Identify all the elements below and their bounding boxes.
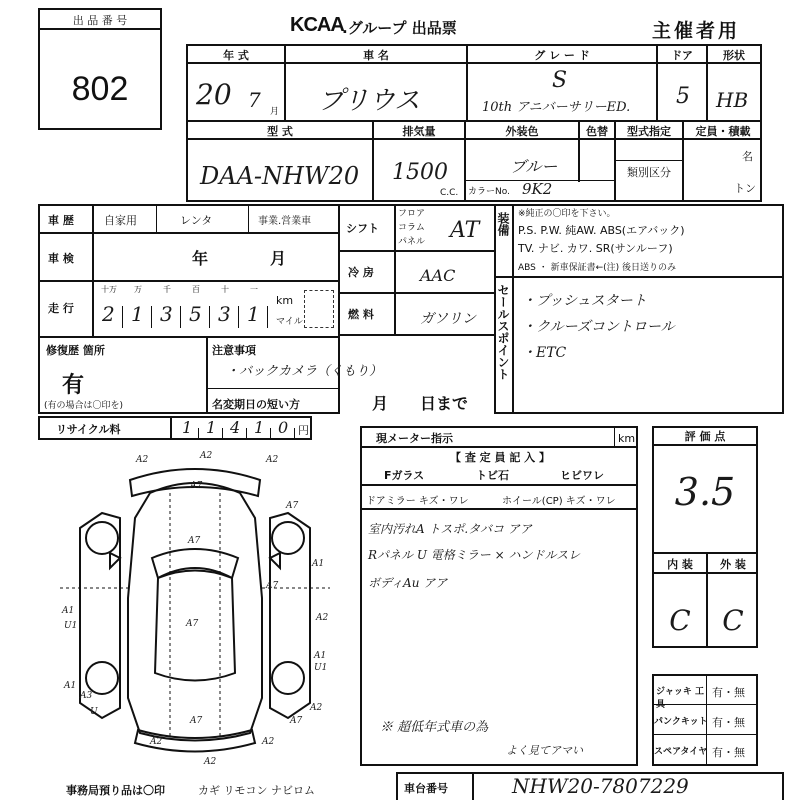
odometer-digit: 1: [131, 302, 144, 326]
year-label: 年 式: [223, 49, 249, 62]
inspector-line-1: 室内汚れA トスポ.タバコ アア: [368, 522, 532, 536]
doors-label: ドア: [671, 49, 693, 62]
mark-front-left: A2: [136, 455, 149, 465]
fuel-value: ガソリン: [420, 311, 476, 327]
history-private: 自家用: [104, 214, 137, 227]
model-label: 型 式: [267, 125, 293, 138]
shift-label: シフト: [346, 222, 379, 235]
ac-label: 冷 房: [348, 266, 374, 279]
recycle-digit: 0: [278, 418, 289, 437]
car-name-value: プリウス: [318, 86, 421, 116]
mark-right-4: U1: [314, 663, 328, 673]
repair-label: 修復歴 箇所: [46, 344, 105, 357]
recycle-digit: 1: [254, 418, 265, 437]
equipment-line-2: TV. ナビ. カワ. SR(サンルーフ): [518, 242, 673, 255]
month-value: 7: [248, 88, 261, 112]
repair-value: 有: [62, 373, 85, 398]
puncture-label: パンクキット: [654, 717, 708, 727]
odometer-digit: 3: [218, 302, 231, 326]
panel-mark-3: A7: [286, 501, 299, 511]
crack-label: ヒビワレ: [560, 469, 604, 482]
rename-month: 月: [372, 394, 389, 413]
meter-label: 現メーター指示: [376, 432, 453, 445]
panel-mark-7: A7: [190, 716, 203, 726]
recycle-digit: 1: [182, 418, 193, 437]
score-value: 3.5: [674, 470, 736, 514]
panel-mark-1: A7: [188, 536, 201, 546]
chassis-value: NHW20-7807229: [512, 774, 689, 798]
mark-right-2: A2: [316, 613, 329, 623]
mileage-label: 走 行: [48, 302, 74, 315]
inspector-note: ※ 超低年式車の為: [380, 720, 489, 735]
type-designation-label: 型式指定: [627, 125, 671, 138]
inspector-note-2: よく見てアマい: [506, 744, 583, 757]
interior-value: C: [669, 604, 691, 637]
grade-label: グ レ ー ド: [534, 49, 590, 62]
mark-left-2: U1: [64, 621, 78, 631]
equipment-line-3: ABS ・ 新車保証書←(注) 後日送りのみ: [518, 263, 677, 273]
model-value: DAA-NHW20: [200, 162, 360, 190]
exterior-value: C: [722, 604, 744, 637]
panel-mark-4: A7: [290, 716, 303, 726]
mile-unit: マイル: [276, 317, 303, 327]
recycle-digit: 1: [206, 418, 217, 437]
name-label: 車 名: [363, 49, 389, 62]
month-unit: 月: [270, 107, 280, 117]
class-label: 類別区分: [627, 166, 671, 179]
color-label: 外装色: [505, 125, 539, 138]
sales-points-label: セールスポイント: [496, 284, 510, 380]
wheel-label: ホイール(CP) キズ・ワレ: [502, 496, 616, 507]
mile-checkbox[interactable]: [304, 290, 334, 328]
panel-mark-2: A7: [186, 619, 199, 629]
equipment-label: 装備: [496, 212, 510, 236]
inspection-month: 月: [270, 249, 287, 268]
mark-rear-3: A2: [262, 737, 275, 747]
color-code-label: カラーNo.: [468, 187, 510, 197]
odometer-digit: 5: [189, 302, 202, 326]
shape-label: 形状: [723, 49, 745, 62]
shift-column: コラム: [398, 223, 425, 233]
grade-value-1: S: [552, 68, 568, 93]
rename-day: 日まで: [420, 394, 469, 413]
car-outline-top: [128, 483, 262, 741]
equipment-line-1: P.S. P.W. 純AW. ABS(エアバック): [518, 224, 685, 237]
odometer-digit-label: 十万: [101, 285, 117, 294]
inspector-line-3: ボディAu アア: [368, 576, 448, 590]
office-note: 事務局預り品は〇印: [66, 784, 165, 797]
exterior-label: 外 装: [720, 558, 746, 571]
header-title: .グループ 出品票: [342, 19, 457, 37]
odometer-digit-label: 千: [163, 285, 171, 294]
odometer-digit: 1: [247, 302, 260, 326]
ac-value: AAC: [420, 266, 456, 285]
recycle-digit: 4: [230, 418, 241, 437]
mark-right-1: A1: [312, 559, 325, 569]
year-value: 20: [196, 78, 232, 111]
history-rental: レンタ: [180, 214, 213, 227]
notes-label: 注意事項: [212, 344, 256, 357]
sales-point-3: ・ETC: [522, 345, 567, 361]
panel-mark-5: A7: [190, 481, 203, 491]
header-role: 主催者用: [652, 20, 741, 42]
chip-label: トビ石: [476, 469, 509, 482]
odometer-digit: 2: [102, 302, 115, 326]
shift-panel: パネル: [398, 237, 426, 247]
wheel-front-right: [272, 522, 304, 554]
displacement-label: 排気量: [402, 125, 436, 138]
mark-left-1: A1: [62, 606, 75, 616]
shift-floor: フロア: [398, 209, 426, 219]
color-code-value: 9K2: [522, 180, 553, 198]
odometer-digit-label: 百: [192, 285, 200, 294]
odometer-digit: 3: [160, 302, 173, 326]
shape-value: HB: [716, 88, 749, 112]
jack-label: ジャッキ 工 具: [656, 687, 704, 710]
km-unit: km: [276, 294, 294, 307]
chassis-label: 車台番号: [404, 782, 448, 795]
wheel-front-left: [86, 522, 118, 554]
f-glass-label: Fガラス: [384, 469, 425, 482]
office-items: カギ リモコン ナビロム: [198, 784, 315, 797]
lot-label: 出 品 番 号: [72, 14, 128, 27]
notes-value: ・バックカメラ（くもり）: [226, 364, 383, 379]
inspection-year: 年: [192, 249, 209, 268]
odometer-digit-label: 一: [250, 285, 258, 294]
meter-unit: km: [618, 432, 636, 445]
person-unit: 名: [742, 150, 753, 163]
inspector-line-2: Rパネル U 電格ミラー × ハンドルスレ: [368, 548, 581, 562]
cc-unit: C.C.: [440, 188, 459, 198]
odometer-digit-label: 十: [221, 285, 229, 294]
inspection-label: 車 検: [48, 252, 74, 265]
repair-note: (有の場合は〇印を): [44, 401, 124, 411]
car-damage-diagram: [40, 448, 350, 768]
capacity-label: 定員・積載: [695, 125, 751, 138]
panel-mark-6: A7: [266, 581, 279, 591]
doors-value: 5: [676, 84, 690, 109]
displacement-value: 1500: [392, 160, 448, 185]
lot-number: 802: [71, 70, 129, 108]
recycle-unit: 円: [298, 424, 309, 437]
rename-label: 名変期日の短い方: [212, 398, 300, 411]
fuel-label: 燃 料: [348, 308, 374, 321]
jack-yes-no[interactable]: 有・無: [712, 686, 745, 699]
mark-front-right: A2: [266, 455, 279, 465]
color-value: ブルー: [510, 157, 558, 176]
sales-point-1: ・プッシュスタート: [522, 293, 647, 309]
puncture-yes-no[interactable]: 有・無: [712, 716, 745, 729]
door-mirror-label: ドアミラー キズ・ワレ: [366, 496, 469, 507]
equipment-note: ※純正の〇印を下さい。: [518, 209, 616, 219]
interior-label: 内 装: [667, 558, 693, 571]
mark-rear-left-1: A3: [80, 691, 93, 701]
mark-left-3: A1: [64, 681, 77, 691]
recycle-label: リサイクル料: [56, 423, 121, 436]
mark-right-3: A1: [314, 651, 327, 661]
ton-unit: トン: [734, 182, 756, 195]
mark-rear-1: A2: [150, 737, 163, 747]
brand-logo: KCAA: [290, 14, 344, 36]
color-swap-label: 色替: [586, 125, 608, 138]
shift-value: AT: [450, 218, 480, 243]
mark-rear-right: A2: [310, 703, 323, 713]
mirror-left: [110, 553, 120, 568]
spare-label: スペアタイヤ: [654, 747, 708, 757]
score-label: 評 価 点: [684, 430, 726, 443]
mirror-right: [270, 553, 280, 568]
sales-point-2: ・クルーズコントロール: [522, 319, 675, 335]
history-business: 事業.営業車: [258, 216, 312, 227]
odometer-digit-label: 万: [134, 285, 142, 294]
mark-rear-left-2: U: [90, 707, 98, 717]
mark-rear-2: A2: [204, 757, 217, 767]
wheel-rear-left: [86, 662, 118, 694]
spare-yes-no[interactable]: 有・無: [712, 746, 745, 759]
mark-front-center: A2: [200, 451, 213, 461]
wheel-rear-right: [272, 662, 304, 694]
history-label: 車 歴: [48, 214, 74, 227]
grade-value-2: 10th アニバーサリーED.: [482, 100, 631, 115]
inspector-header: 【 査 定 員 記 入 】: [450, 451, 550, 464]
